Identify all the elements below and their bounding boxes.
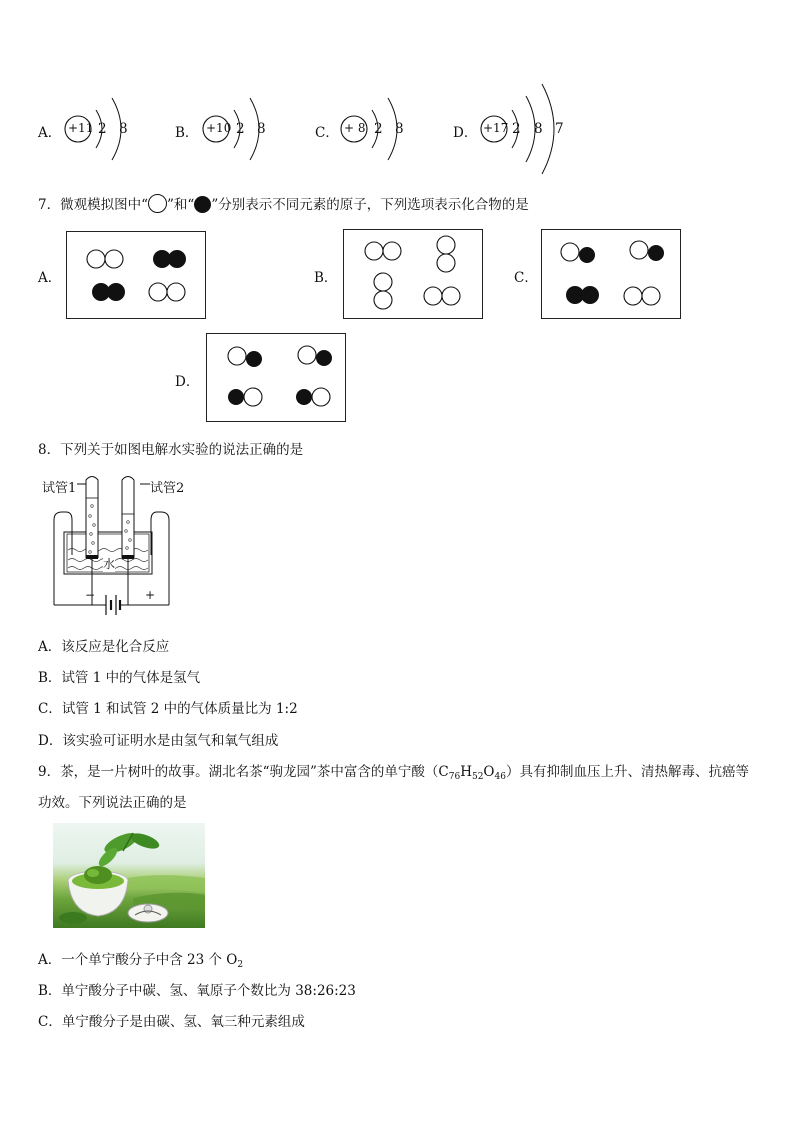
q9-option-b: B．单宁酸分子中碳、氢、氧原子个数比为 38:26:23	[38, 983, 356, 999]
q7-option-b-box	[343, 229, 483, 319]
q8-option-c: C．试管 1 和试管 2 中的气体质量比为 1:2	[38, 701, 298, 717]
oxygen-subscript: 46	[494, 772, 506, 782]
q7-option-c-molecules	[542, 230, 680, 318]
q8-option-a: A．该反应是化合反应	[38, 639, 170, 655]
atom-c-nucleus: + 8	[344, 121, 366, 135]
electrolysis-apparatus	[40, 470, 240, 630]
positive-terminal: +	[145, 588, 156, 602]
q7-stem-part-1: 7．微观模拟图中“	[38, 197, 148, 213]
q9-stem-line-2: 功效。下列说法正确的是	[38, 795, 187, 811]
q6-option-d-label: D．	[453, 125, 478, 141]
atom-a-nucleus: +11	[68, 121, 94, 135]
q9-option-a-text: A．一个单宁酸分子中含 23 个 O	[38, 952, 238, 968]
tube-2-label: 试管2	[150, 481, 185, 496]
tea-photo	[53, 823, 205, 928]
q7-option-d-molecules	[207, 334, 345, 421]
black-atom-symbol	[194, 196, 211, 213]
q6-option-a-label: A．	[38, 125, 62, 141]
q9-option-a	[38, 948, 243, 970]
atom-d-nucleus: +17	[483, 121, 509, 135]
carbon-subscript: 76	[448, 772, 461, 782]
atom-d-shell-1: 2	[512, 121, 521, 137]
tea-illustration	[53, 823, 205, 928]
q7-option-c-label: C．	[514, 270, 538, 286]
atom-c-shell-2: 8	[395, 121, 404, 137]
hydrogen-symbol: H	[460, 764, 472, 780]
oxygen-symbol: O	[483, 764, 495, 780]
atom-d-shell-3: 7	[555, 121, 564, 137]
tube-1-label: 试管1	[42, 481, 77, 496]
q7-option-b-label: B．	[314, 270, 338, 286]
atom-a-shell-1: 2	[98, 121, 107, 137]
q7-stem-part-3: ”分别表示不同元素的原子，下列选项表示化合物的是	[211, 197, 529, 213]
q9-stem-text-2: ）具有抑制血压上升、清热解毒、抗癌等	[505, 764, 749, 780]
q7-option-a-molecules	[67, 232, 205, 318]
atom-b-shell-2: 8	[257, 121, 266, 137]
atom-b-nucleus: +10	[206, 121, 232, 135]
q8-option-b: B．试管 1 中的气体是氢气	[38, 670, 201, 686]
white-atom-symbol	[148, 194, 167, 213]
q8-stem: 8．下列关于如图电解水实验的说法正确的是	[38, 442, 304, 458]
q7-stem	[38, 193, 529, 213]
q9-stem-text-1: 9．茶，是一片树叶的故事。湖北名茶“驹龙园”茶中富含的单宁酸（C	[38, 764, 449, 780]
q7-option-a-box	[66, 231, 206, 319]
atom-a-shell-2: 8	[119, 121, 128, 137]
q9-option-c: C．单宁酸分子是由碳、氢、氧三种元素组成	[38, 1014, 305, 1030]
q7-option-d-label: D．	[175, 374, 200, 390]
o2-subscript: 2	[237, 960, 244, 970]
q7-option-c-box	[541, 229, 681, 319]
electrolysis-diagram	[40, 470, 240, 630]
q7-option-a-label: A．	[38, 270, 62, 286]
q7-option-d-box	[206, 333, 346, 422]
q7-option-b-molecules	[344, 230, 482, 318]
atom-d-shell-2: 8	[534, 121, 543, 137]
q6-option-c-label: C．	[315, 125, 339, 141]
atom-b-shell-1: 2	[236, 121, 245, 137]
q9-stem-line-1	[38, 760, 749, 782]
water-label: 水	[103, 557, 116, 571]
q6-option-b-label: B．	[175, 125, 199, 141]
hydrogen-subscript: 52	[471, 772, 484, 782]
q7-stem-part-2: ”和“	[167, 197, 195, 213]
q8-option-d: D．该实验可证明水是由氢气和氧气组成	[38, 733, 279, 749]
atom-c-shell-1: 2	[374, 121, 383, 137]
negative-terminal: −	[85, 588, 96, 602]
